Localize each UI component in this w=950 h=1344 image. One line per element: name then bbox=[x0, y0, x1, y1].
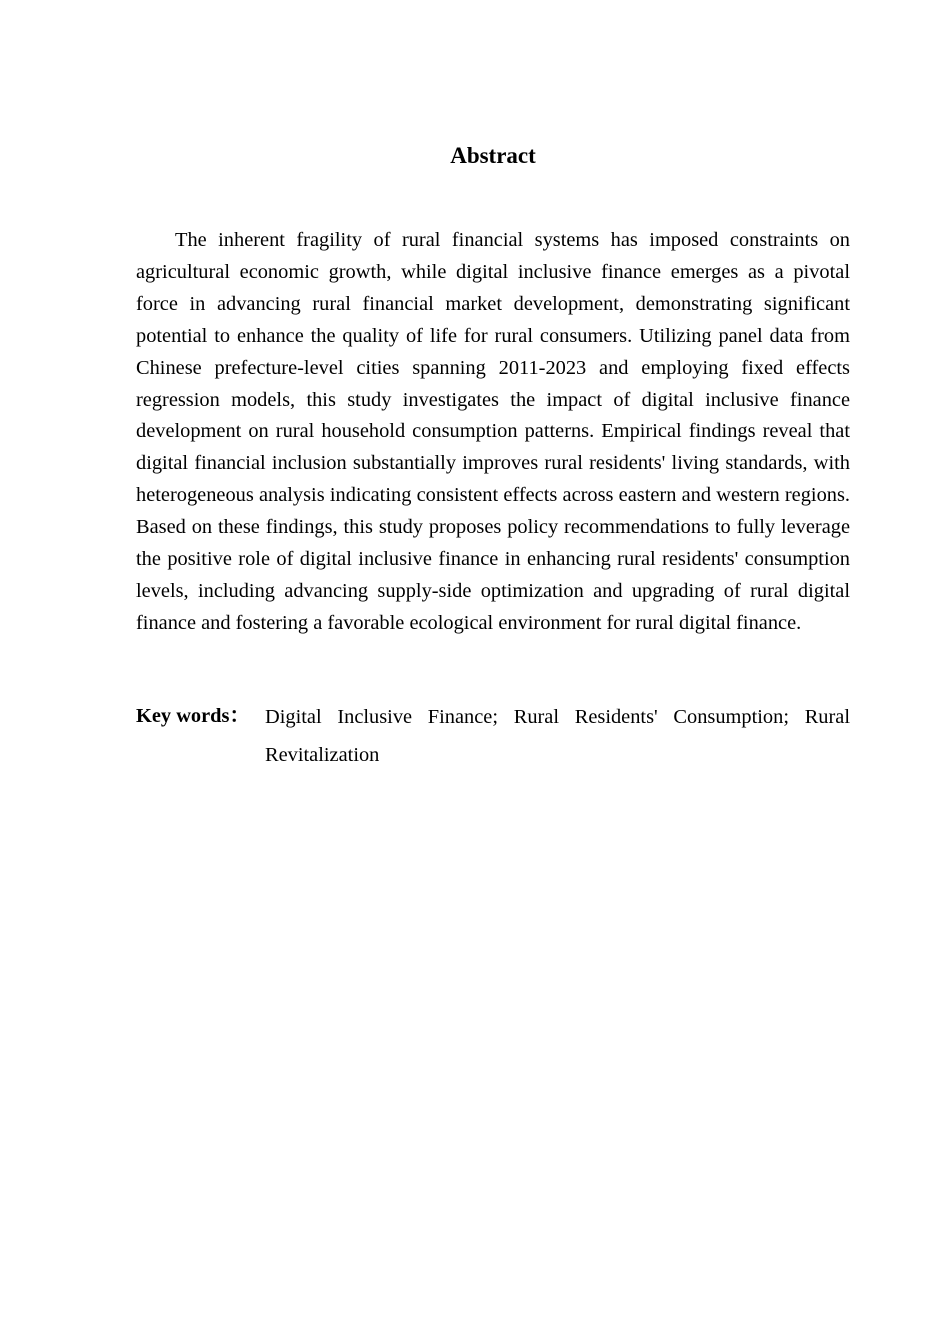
keywords-list: Digital Inclusive Finance; Rural Residents' Consumption; Rural Revitalization bbox=[265, 706, 850, 766]
keywords-section bbox=[136, 701, 850, 774]
keywords-label: Key words： bbox=[136, 705, 250, 727]
abstract-paragraph: The inherent fragility of rural financial systems has imposed constraints on agricultural economic growth, while digital inclusive finance emerges as a pivotal force in advancing rural financial market development, demonstrating significant potential to enhance the quality of life for rural consumers. Utilizing panel data from Chinese prefecture-level cities spanning 2011-2023 and employing fixed effects regression models, this study investigates the impact of digital inclusive finance development on rural household consumption patterns. Empirical findings reveal that digital financial inclusion substantially improves rural residents' living standards, with heterogeneous analysis indicating consistent effects across eastern and western regions. Based on these findings, this study proposes policy recommendations to fully leverage the positive role of digital inclusive finance in enhancing rural residents' consumption levels, including advancing supply-side optimization and upgrading of rural digital finance and fostering a favorable ecological environment for rural digital finance. bbox=[136, 229, 850, 634]
abstract-title: Abstract bbox=[450, 143, 536, 168]
